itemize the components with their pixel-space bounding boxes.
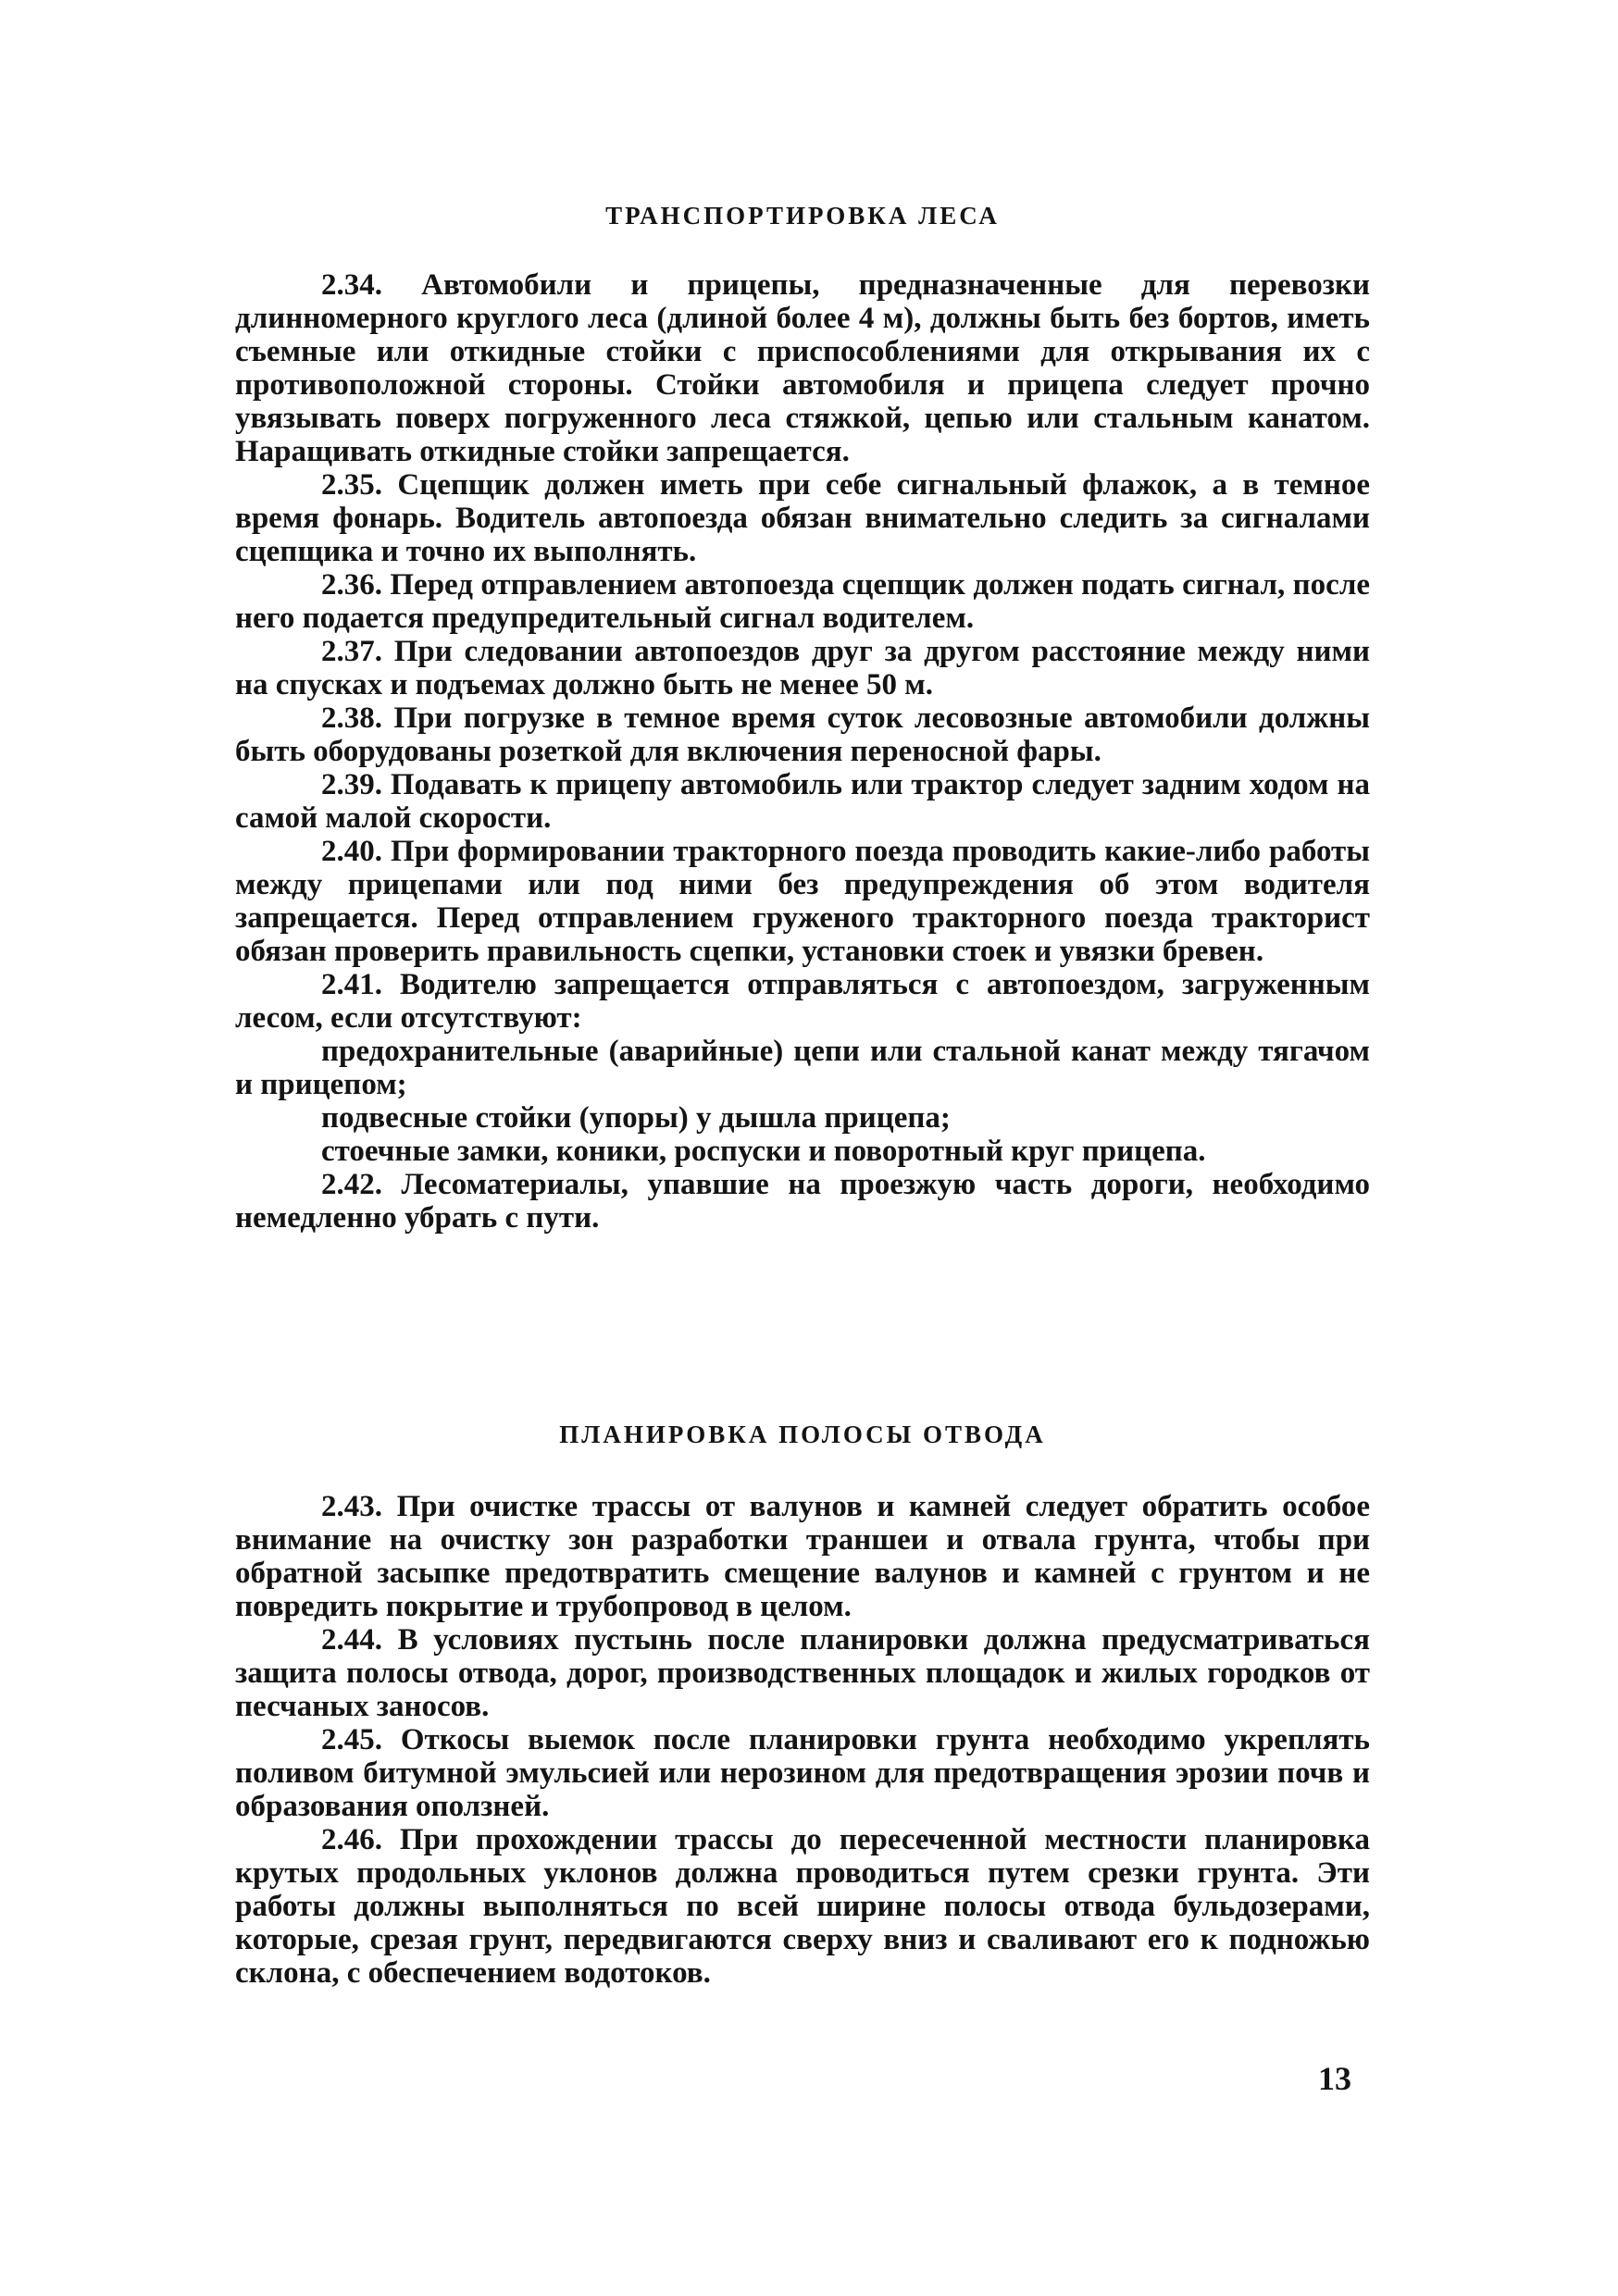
paragraph-2-43: 2.43. При очистке трассы от валунов и камней следует обратить особое внимание на очистку зон разработки траншеи и отвала грунта, чтобы при обратной засыпке предотвратить смещение валунов и камней с грунтом и не повредить покрытие и трубопровод в целом. [235,1490,1370,1623]
paragraph-2-38: 2.38. При погрузке в темное время суток лесовозные автомобили должны быть оборудованы розеткой для включения переносной фары. [235,701,1370,768]
section-title: ПЛАНИРОВКА ПОЛОСЫ ОТВОДА [559,1421,1046,1448]
page-number: 13 [1318,2060,1351,2097]
list-item: предохранительные (аварийные) цепи или стальной канат между тягачом и прицепом; [235,1035,1370,1101]
paragraph-2-34: 2.34. Автомобили и прицепы, предназначенные для перевозки длинномерного круглого леса (длиной более 4 м), должны быть без бортов, иметь съемные или откидные стойки с приспособлениями для открывания их с противоположной стороны. Стойки автомобиля и прицепа следует прочно увязывать поверх погруженного леса стяжкой, цепью или стальным канатом. Наращивать откидные стойки запрещается. [235,268,1370,468]
paragraph-2-46: 2.46. При прохождении трассы до пересеченной местности планировка крутых продольных уклонов должна проводиться путем срезки грунта. Эти работы должны выполняться по всей ширине полосы отвода бульдозерами, которые, срезая грунт, передвигаются сверху вниз и сваливают его к подножью склона, с обеспечением водотоков. [235,1823,1370,1990]
section-heading-planning [235,1421,1370,1449]
paragraph-2-37: 2.37. При следовании автопоездов друг за другом расстояние между ними на спусках и подъемах должно быть не менее 50 м. [235,635,1370,701]
section-planning-body [235,1490,1370,1990]
paragraph-2-45: 2.45. Откосы выемок после планировки грунта необходимо укреплять поливом битумной эмульсией или нерозином для предотвращения эрозии почв и образования оползней. [235,1723,1370,1823]
paragraph-2-36: 2.36. Перед отправлением автопоезда сцепщик должен подать сигнал, после него подается предупредительный сигнал водителем. [235,568,1370,635]
section-transport-body [235,268,1370,1235]
paragraph-2-39: 2.39. Подавать к прицепу автомобиль или трактор следует задним ходом на самой малой скорости. [235,768,1370,835]
paragraph-2-42: 2.42. Лесоматериалы, упавшие на проезжую часть дороги, необходимо немедленно убрать с пути. [235,1168,1370,1235]
list-item: стоечные замки, коники, роспуски и поворотный круг прицепа. [321,1135,1206,1168]
paragraph-2-40: 2.40. При формировании тракторного поезда проводить какие-либо работы между прицепами или под ними без предупреждения об этом водителя запрещается. Перед отправлением груженого тракторного поезда тракторист обязан проверить правильность сцепки, установки стоек и увязки бревен. [235,835,1370,968]
paragraph-2-44: 2.44. В условиях пустынь после планировки должна предусматриваться защита полосы отвода, дорог, производственных площадок и жилых городков от песчаных заносов. [235,1623,1370,1723]
section-heading-transport [235,202,1370,230]
paragraph-2-41: 2.41. Водителю запрещается отправляться с автопоездом, загруженным лесом, если отсутствуют: [235,968,1370,1035]
list-item: подвесные стойки (упоры) у дышла прицепа; [321,1101,951,1135]
paragraph-2-35: 2.35. Сцепщик должен иметь при себе сигнальный флажок, а в темное время фонарь. Водитель автопоезда обязан внимательно следить за сигналами сцепщика и точно их выполнять. [235,468,1370,568]
section-title: ТРАНСПОРТИРОВКА ЛЕСА [605,202,1000,230]
